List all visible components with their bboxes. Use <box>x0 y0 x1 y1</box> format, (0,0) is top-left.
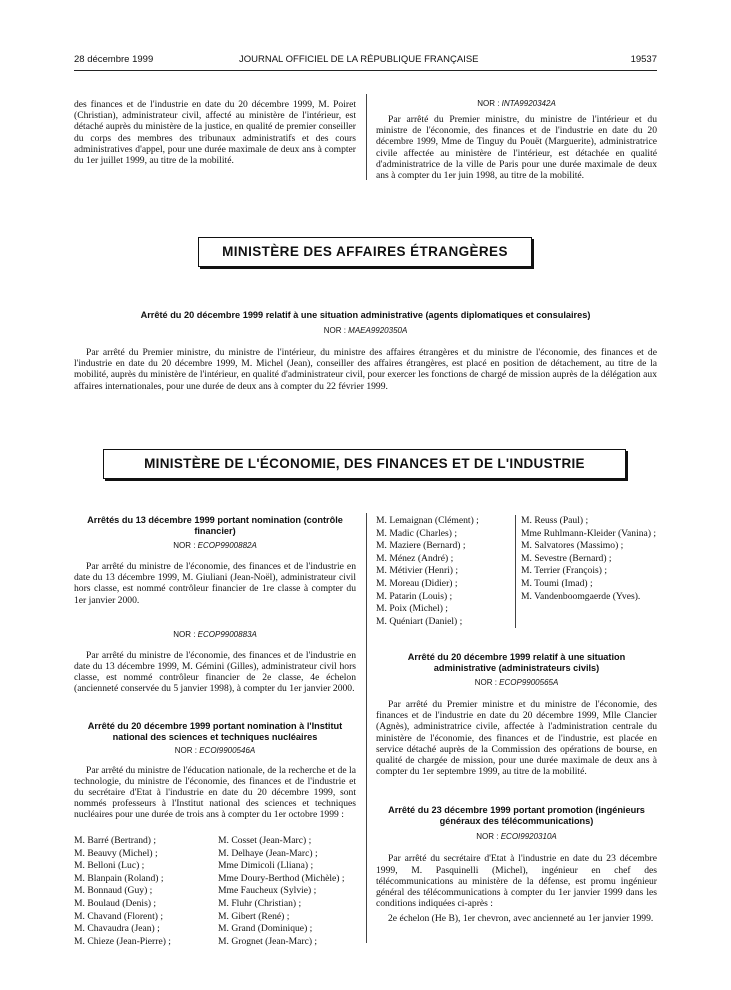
nominee-name: Mme Ruhlmann-Kleider (Vanina) ; <box>521 527 657 539</box>
ministry-heading-foreign-affairs: MINISTÈRE DES AFFAIRES ÉTRANGÈRES <box>198 237 532 267</box>
ministry-heading-economy: MINISTÈRE DE L'ÉCONOMIE, DES FINANCES ET DE L'INDUSTRIE <box>103 449 626 479</box>
nominee-name: M. Grand (Dominique) ; <box>218 923 313 935</box>
article-paragraph: 2e échelon (He B), 1er chevron, avec ancienneté au 1er janvier 1999. <box>388 913 654 925</box>
nominee-name: M. Fluhr (Christian) ; <box>218 897 302 909</box>
column-divider <box>366 513 367 943</box>
nominee-name: Mme Dimicoli (Lliana) ; <box>218 860 314 872</box>
article-paragraph: Par arrêté du Premier ministre, du ministre de l'intérieur, du ministre des affaires étrangères et du ministre de l'économie, des finances et de l'industrie en date du 20 décembre 1999, M. Michel (Jean), conseiller des affaires étrangères, est placé en position de détachement, au titre de la mobilité, auprès du ministère de l'intérieur, en qualité d'administrateur civil, pour exercer les fonctions de chargé de mission auprès de la délégation aux affaires internationales, pour une durée de deux ans à compter du 22 février 1999. <box>74 347 657 392</box>
nor-reference: NOR : ECOI9900546A <box>174 745 256 755</box>
article-paragraph: Par arrêté du ministre de l'économie, des finances et de l'industrie en date du 13 décembre 1999, M. Gémini (Gilles), administrateur civil hors classe, est nommé contrôleur financier de 2e classe, 4e échelon (ancienneté conservée du 5 janvier 1998), à compter du 1er janvier 2000. <box>74 649 356 695</box>
nominee-name: M. Reuss (Paul) ; <box>521 515 589 526</box>
nominee-list <box>376 515 514 628</box>
nominee-name: Mme Doury-Berthod (Michèle) ; <box>218 872 345 884</box>
nominee-name: M. Lemaignan (Clément) ; <box>376 515 479 526</box>
nominee-name: M. Chieze (Jean-Pierre) ; <box>74 935 171 947</box>
nominee-name: M. Sevestre (Bernard) ; <box>521 552 612 564</box>
top-left-paragraph: des finances et de l'industrie en date du 20 décembre 1999, M. Poiret (Christian), administrateur civil, affecté au ministère de l'intérieur, est détaché auprès du ministère de la justice, en qualité de premier conseiller du corps des membres des tribunaux administratifs et des cours administratives d'appel, pour une durée maximale de deux ans à compter du 1er juillet 1999, au titre de la mobilité. <box>74 99 356 167</box>
nor-reference: NOR : ECOI9920310A <box>476 832 557 842</box>
nominee-name: M. Maziere (Bernard) ; <box>376 540 466 552</box>
nor-reference: NOR : MAEA9920350A <box>323 326 408 335</box>
header-rule <box>74 70 657 71</box>
nominee-name: M. Terrier (François) ; <box>521 565 608 577</box>
column-divider <box>366 94 367 180</box>
nominee-name: M. Gibert (René) ; <box>218 910 290 922</box>
article-title: Arrêtés du 13 décembre 1999 portant nomination (contrôle financier) <box>87 515 343 536</box>
nominee-name: M. Quéniart (Daniel) ; <box>376 615 463 627</box>
top-right-paragraph: Par arrêté du Premier ministre, du ministre de l'intérieur et du ministre de l'économie, des finances et de l'industrie en date du 20 décembre 1999, Mme de Tinguy du Pouët (Marguerite), administratrice civile affectée au ministère de l'intérieur, est détachée en qualité d'administratrice de la ville de Paris pour une durée maximale de deux ans à compter du 1er juin 1998, au titre de la mobilité. <box>376 114 657 182</box>
nominee-name: M. Toumi (Imad) ; <box>521 577 593 589</box>
nor-reference: NOR : ECOP9900882A <box>173 541 257 550</box>
header-page-number: 19537 <box>630 54 657 65</box>
right-column <box>376 652 657 925</box>
nominee-name: M. Delhaye (Jean-Marc) ; <box>218 847 318 859</box>
nominee-name: M. Bonnaud (Guy) ; <box>74 885 153 897</box>
nominee-name: M. Beauvy (Michel) ; <box>74 847 158 859</box>
nominee-name: M. Blanpain (Roland) ; <box>74 872 164 884</box>
nor-code: ECOP9900565A <box>499 678 559 687</box>
nor-code: ECOI9900546A <box>199 745 256 755</box>
nominee-name: M. Ménez (André) ; <box>376 552 454 564</box>
left-column <box>74 515 356 821</box>
nor-code: ECOP9900883A <box>197 629 257 639</box>
nominee-name: M. Chavaudra (Jean) ; <box>74 923 160 935</box>
nominee-list <box>521 515 657 603</box>
nominee-name: M. Grognet (Jean-Marc) ; <box>218 935 318 947</box>
column-divider <box>515 515 516 628</box>
nor-code: ECOP9900882A <box>197 541 257 550</box>
nor-reference: NOR : ECOP9900565A <box>474 678 559 687</box>
article-title: Arrêté du 20 décembre 1999 relatif à une situation administrative (agents diplomatiques et consulaires) <box>140 310 591 320</box>
nor-code: ECOI9920310A <box>500 832 557 842</box>
article-paragraph: Par arrêté du ministre de l'économie, des finances et de l'industrie en date du 13 décembre 1999, M. Giuliani (Jean-Noël), administrateur civil hors classe, est nommé contrôleur financier de 1re classe à compter du 1er janvier 2000. <box>74 561 356 606</box>
article-paragraph: Par arrêté du ministre de l'éducation nationale, de la recherche et de la technologie, du ministre de l'économie, des finances et de l'industrie et du secrétaire d'Etat à l'industrie en date du 20 décembre 1999, sont nommés professeurs à l'Institut national des sciences et techniques nucléaires pour une durée de trois ans à compter du 1er octobre 1999 : <box>74 764 356 821</box>
nominee-name: M. Salvatores (Massimo) ; <box>521 540 624 552</box>
article-paragraph: Par arrêté du secrétaire d'Etat à l'industrie en date du 23 décembre 1999, M. Pasquinelli (Michel), ingénieur en chef des télécommunications au ministère de la défense, est promu ingénieur général des télécommunications à compter du 1er janvier 1999 dans les conditions indiquées ci-après : <box>376 853 657 910</box>
nominee-name: M. Belloni (Luc) ; <box>74 860 145 872</box>
nominee-name: M. Vandenboomgaerde (Yves). <box>521 590 641 602</box>
nominee-name: M. Poix (Michel) ; <box>376 603 448 615</box>
nominee-name: M. Madic (Charles) ; <box>376 527 457 539</box>
nominee-list <box>74 835 214 948</box>
nominee-name: M. Chavand (Florent) ; <box>74 910 163 922</box>
nominee-name: Mme Faucheux (Sylvie) ; <box>218 885 317 897</box>
article-title: Arrêté du 20 décembre 1999 relatif à une situation administrative (administrateurs civils) <box>407 652 626 673</box>
article-paragraph: Par arrêté du Premier ministre et du ministre de l'économie, des finances et de l'industrie en date du 20 décembre 1999, Mlle Clancier (Agnès), administratrice civile, affectée à l'administration centrale du ministère de l'économie, des finances et de l'industrie, est placée en service détaché auprès de la Commission des opérations de bourse, en qualité de chargée de mission, pour une durée maximale de deux ans à compter du 1er septembre 1999, au titre de la mobilité. <box>376 699 657 778</box>
article-title: Arrêté du 23 décembre 1999 portant promotion (ingénieurs généraux des télécommunications) <box>388 805 645 827</box>
nominee-list <box>218 835 358 948</box>
nominee-name: M. Métivier (Henri) ; <box>376 565 459 577</box>
nominee-name: M. Boulaud (Denis) ; <box>74 897 157 909</box>
article-title: Arrêté du 20 décembre 1999 portant nomination à l'Institut national des sciences et techniques nucléaires <box>87 720 343 742</box>
header-journal-title: JOURNAL OFFICIEL DE LA RÉPUBLIQUE FRANÇAISE <box>239 54 479 65</box>
nor-code: MAEA9920350A <box>348 326 408 335</box>
nominee-name: M. Moreau (Didier) ; <box>376 577 458 589</box>
top-right-article <box>376 99 657 181</box>
nominee-name: M. Patarin (Louis) ; <box>376 590 453 602</box>
nor-reference: NOR : ECOP9900883A <box>173 629 257 639</box>
header-date: 28 décembre 1999 <box>74 54 154 65</box>
nominee-name: M. Cosset (Jean-Marc) ; <box>218 835 312 846</box>
nor-code: INTA9920342A <box>501 99 556 108</box>
nominee-name: M. Barré (Bertrand) ; <box>74 835 157 846</box>
nor-reference: NOR : INTA9920342A <box>477 99 556 108</box>
